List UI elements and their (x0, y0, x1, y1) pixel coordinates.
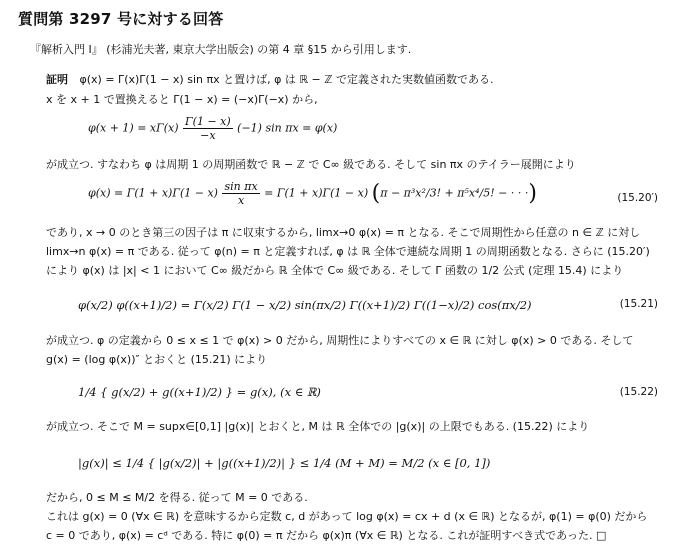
proof-line-4: であり, x → 0 のとき第三の因子は π に収束するから, limx→0 φ(x) = π となる. そこで周期性から任意の n ∈ ℤ に対し (46, 226, 641, 239)
proof-line-10: だから, 0 ≤ M ≤ M/2 を得る. 従って M = 0 である. (46, 491, 308, 504)
proof-line-7: が成立つ. φ の定義から 0 ≤ x ≤ 1 で φ(x) > 0 だから, 周期性によりすべての x ∈ ℝ に対し φ(x) > 0 である. そして (46, 334, 634, 347)
equation-15-22: 1/4 { g(x/2) + g((x+1)/2) } = g(x), (x ∈ ℝ) (78, 385, 321, 399)
proof-line-1 (46, 72, 493, 87)
eq2-denominator: x (237, 194, 245, 207)
proof-line-3: が成立つ. すなわち φ は周期 1 の周期函数で ℝ − ℤ で C∞ 級である. そして sin πx のテイラー展開により (46, 158, 576, 171)
proof-line-6: により φ(x) は |x| < 1 において C∞ 級だから ℝ 全体で C∞ 級である. そして Γ 函数の 1/2 公式 (定理 15.4) により (46, 264, 624, 277)
eq-number-15-22: (15.22) (619, 386, 658, 398)
eq2-numerator: sin πx (224, 180, 258, 193)
eq1-fraction (183, 115, 233, 142)
proof-line-9: が成立つ. そこで M = supx∈[0,1] |g(x)| とおくと, M は ℝ 全体での |g(x)| の上限でもある. (15.22) により (46, 420, 590, 433)
equation-phi-x-plus-1 (88, 115, 337, 142)
proof-line-2: x を x + 1 で置換えると Γ(1 − x) = (−x)Γ(−x) から, (46, 93, 318, 106)
equation-g-bound: |g(x)| ≤ 1/4 { |g(x/2)| + |g((x+1)/2)| } ≤ 1/4 (M + M) = M/2 (x ∈ [0, 1]) (78, 456, 491, 470)
eq2-series: π − π³x²/3! + π⁵x⁴/5! − · · · (380, 186, 529, 200)
eq1-numerator: Γ(1 − x) (185, 115, 231, 128)
eq-number-15-20: (15.20′) (617, 192, 658, 204)
eq2-fraction (222, 180, 259, 207)
eq1-left: φ(x + 1) = xΓ(x) (88, 121, 179, 135)
proof-text-1: φ(x) = Γ(x)Γ(1 − x) sin πx と置けば, φ は ℝ − ℤ で定義された実数値函数である. (79, 73, 494, 86)
proof-label: 証明 (46, 73, 68, 86)
proof-line-11: これは g(x) = 0 (∀x ∈ ℝ) を意味するから定数 c, d があって log φ(x) = cx + d (x ∈ ℝ) となるが, φ(1) = φ(0) だから (46, 510, 648, 523)
eq1-right: (−1) sin πx = φ(x) (237, 121, 338, 135)
proof-line-12: c = 0 であり, φ(x) = cᵈ である. 特に φ(0) = π だから φ(x)π (∀x ∈ ℝ) となる. これが証明すべき式であった. □ (46, 529, 607, 542)
proof-line-8: g(x) = (log φ(x))″ とおくと (15.21) により (46, 353, 268, 366)
proof-line-5: limx→n φ(x) = π である. 従って φ(n) = π と定義すれば, φ は ℝ 全体で連続な周期 1 の周期函数となる. さらに (15.20′) (46, 245, 650, 258)
eq1-denominator: −x (200, 129, 216, 142)
eq-number-15-21: (15.21) (619, 298, 658, 310)
eq2-mid: = Γ(1 + x)Γ(1 − x) (264, 186, 369, 200)
eq2-left: φ(x) = Γ(1 + x)Γ(1 − x) (88, 186, 218, 200)
equation-15-20: φ(x) = Γ(1 + x)Γ(1 − x) $\frac{\text{sin πx}}{x}$ = Γ(1 + x)Γ(1 − x) (π − π³x²/3! + π⁵x⁴/5! − · · ·) (88, 180, 537, 207)
page-title: 質問第 3297 号に対する回答 (18, 10, 224, 28)
intro-text: 『解析入門 I』 (杉浦光夫著, 東京大学出版会) の第 4 章 §15 から引用します. (30, 43, 412, 56)
equation-15-21: φ(x/2) φ((x+1)/2) = Γ(x/2) Γ(1 − x/2) sin(πx/2) Γ((x+1)/2) Γ((1−x)/2) cos(πx/2) (78, 298, 532, 312)
